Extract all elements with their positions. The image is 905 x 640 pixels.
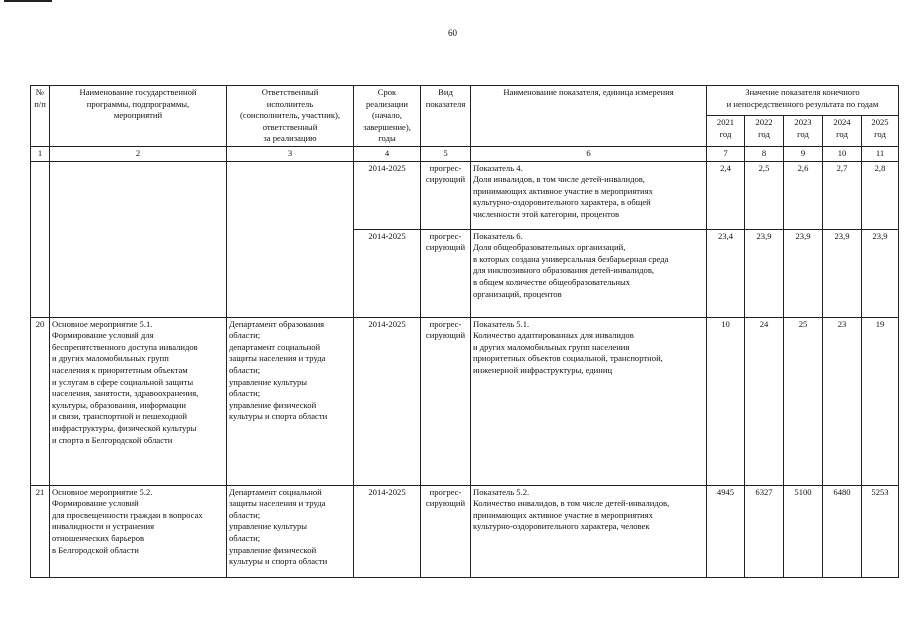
row-indicator-type: прогрес- сирующий [421,229,471,317]
row-responsible [227,161,354,317]
row-value-2022: 24 [745,317,784,485]
page-number: 60 [448,28,457,38]
table-row [31,485,899,577]
row-value-2025: 2,8 [862,161,899,229]
col-number-1: 1 [31,146,50,161]
header-program-name: Наименование государственной программы, подпрограммы, мероприятий [50,86,227,147]
row-period: 2014-2025 [354,161,421,229]
row-program-name [50,161,227,317]
header-year-2024: 2024 год [823,116,862,146]
row-value-2022: 2,5 [745,161,784,229]
row-value-2022: 6327 [745,485,784,577]
row-value-2021: 10 [707,317,745,485]
table-row [31,317,899,485]
col-number-2: 2 [50,146,227,161]
page-corner-mark [4,0,52,2]
col-number-8: 8 [745,146,784,161]
row-value-2021: 23,4 [707,229,745,317]
row-value-2021: 2,4 [707,161,745,229]
row-number: 20 [31,317,50,485]
row-value-2022: 23,9 [745,229,784,317]
col-number-11: 11 [862,146,899,161]
row-value-2021: 4945 [707,485,745,577]
table-row [31,161,899,229]
header-indicator-type: Вид показателя [421,86,471,147]
header-year-2023: 2023 год [784,116,823,146]
row-value-2023: 2,6 [784,161,823,229]
col-number-7: 7 [707,146,745,161]
row-value-2024: 6480 [823,485,862,577]
row-program-name: Основное мероприятие 5.2. Формирование условий для просвещенности граждан в вопросах инвалидности и устранения отношенческих барьеров в Белгородской области [50,485,227,577]
row-indicator-name: Показатель 5.2. Количество инвалидов, в том числе детей-инвалидов, принимающих активное участие в мероприятиях культурно-оздоровительного характера, человек [471,485,707,577]
header-year-2022: 2022 год [745,116,784,146]
row-period: 2014-2025 [354,229,421,317]
header-responsible: Ответственный исполнитель (соисполнитель, участник), ответственный за реализацию [227,86,354,147]
row-value-2025: 19 [862,317,899,485]
row-indicator-type: прогрес- сирующий [421,485,471,577]
row-indicator-name: Показатель 5.1. Количество адаптированных для инвалидов и других маломобильных групп населения приоритетных объектов социальной, транспортной, инженерной инфраструктуры, единиц [471,317,707,485]
col-number-9: 9 [784,146,823,161]
row-value-2025: 5253 [862,485,899,577]
row-indicator-name: Показатель 6. Доля общеобразовательных организаций, в которых создана универсальная безбарьерная среда для инклюзивного образования детей-инвалидов, в общем количестве общеобразовательных организаций, процентов [471,229,707,317]
row-period: 2014-2025 [354,485,421,577]
col-number-5: 5 [421,146,471,161]
header-year-2025: 2025 год [862,116,899,146]
col-number-10: 10 [823,146,862,161]
row-number [31,161,50,317]
col-number-3: 3 [227,146,354,161]
row-value-2023: 25 [784,317,823,485]
row-value-2024: 23,9 [823,229,862,317]
row-value-2023: 5100 [784,485,823,577]
row-indicator-type: прогрес- сирующий [421,317,471,485]
row-number: 21 [31,485,50,577]
row-indicator-name: Показатель 4. Доля инвалидов, в том числе детей-инвалидов, принимающих активное участие в мероприятиях культурно-оздоровительного характера, в общей численности этой категории, процентов [471,161,707,229]
row-value-2023: 23,9 [784,229,823,317]
row-value-2024: 2,7 [823,161,862,229]
row-indicator-type: прогрес- сирующий [421,161,471,229]
row-value-2024: 23 [823,317,862,485]
row-responsible: Департамент образования области; департамент социальной защиты населения и труда области; управление культуры области; управление физической культуры и спорта области [227,317,354,485]
row-value-2025: 23,9 [862,229,899,317]
header-number: № п/п [31,86,50,147]
col-number-4: 4 [354,146,421,161]
header-year-2021: 2021 год [707,116,745,146]
row-responsible: Департамент социальной защиты населения и труда области; управление культуры области; управление физической культуры и спорта области [227,485,354,577]
program-table [30,85,899,578]
row-program-name: Основное мероприятие 5.1. Формирование условий для беспрепятственного доступа инвалидов и других маломобильных групп населения к приоритетным объектам и услугам в сфере социальной защиты населения, занятости, здравоохранения, культуры, образования, информации и связи, транспортной и пешеходной инфраструктуры, физической культуры и спорта в Белгородской области [50,317,227,485]
col-number-6: 6 [471,146,707,161]
header-values-group: Значение показателя конечного и непосредственного результата по годам [707,86,899,116]
header-indicator-name: Наименование показателя, единица измерения [471,86,707,147]
header-period: Срок реализации (начало, завершение), годы [354,86,421,147]
row-period: 2014-2025 [354,317,421,485]
